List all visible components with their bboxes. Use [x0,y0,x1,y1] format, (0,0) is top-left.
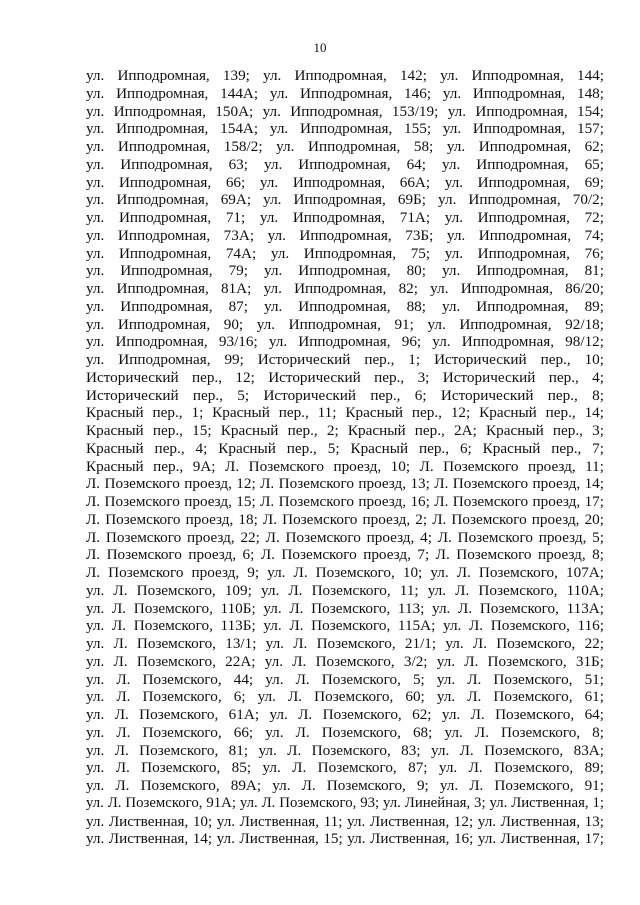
text-line: ул. Л. Поземского, 13/1; ул. Л. Поземского, 21/1; ул. Л. Поземского, 22; [86,635,604,652]
text-line: ул. Ипподромная, 99; Исторический пер., 1; Исторический пер., 10; [86,351,604,368]
text-line: ул. Л. Поземского, 81; ул. Л. Поземского, 83; ул. Л. Поземского, 83А; [86,741,604,759]
text-line: ул. Л. Поземского, 91А; ул. Л. Поземского, 93; ул. Линейная, 3; ул. Лиственная, 1; [86,794,604,811]
text-line: ул. Л. Поземского, 113Б; ул. Л. Поземского, 115А; ул. Л. Поземского, 116; [86,617,604,635]
text-line: ул. Лиственная, 10; ул. Лиственная, 11; ул. Лиственная, 12; ул. Лиственная, 13; [86,812,604,830]
text-line: ул. Л. Поземского, 6; ул. Л. Поземского, 60; ул. Л. Поземского, 61; [86,688,604,706]
text-line: Л. Поземского проезд, 9; ул. Л. Поземского, 10; ул. Л. Поземского, 107А; [86,564,604,581]
text-line: ул. Ипподромная, 73А; ул. Ипподромная, 73Б; ул. Ипподромная, 74; [86,226,604,244]
text-line: ул. Ипподромная, 154А; ул. Ипподромная, 155; ул. Ипподромная, 157; [86,120,604,138]
text-line: Красный пер., 1; Красный пер., 11; Красный пер., 12; Красный пер., 14; [86,404,604,422]
text-line: ул. Л. Поземского, 110Б; ул. Л. Поземского, 113; ул. Л. Поземского, 113А; [86,599,604,617]
text-line: ул. Л. Поземского, 109; ул. Л. Поземского, 11; ул. Л. Поземского, 110А; [86,581,604,599]
text-line: ул. Ипподромная, 63; ул. Ипподромная, 64; ул. Ипподромная, 65; [86,155,604,173]
text-line: ул. Ипподромная, 74А; ул. Ипподромная, 75; ул. Ипподромная, 76; [86,244,604,262]
text-line: ул. Л. Поземского, 66; ул. Л. Поземского, 68; ул. Л. Поземского, 8; [86,723,604,741]
text-line: ул. Л. Поземского, 44; ул. Л. Поземского, 5; ул. Л. Поземского, 51; [86,670,604,688]
text-line: Л. Поземского проезд, 12; Л. Поземского проезд, 13; Л. Поземского проезд, 14; [86,475,604,493]
text-line: Исторический пер., 12; Исторический пер., 3; Исторический пер., 4; [86,368,604,386]
text-line: Красный пер., 15; Красный пер., 2; Красный пер., 2А; Красный пер., 3; [86,422,604,439]
text-line: Л. Поземского проезд, 18; Л. Поземского проезд, 2; Л. Поземского проезд, 20; [86,510,604,528]
text-line: Л. Поземского проезд, 15; Л. Поземского проезд, 16; Л. Поземского проезд, 17; [86,493,604,510]
text-line: ул. Ипподромная, 158/2; ул. Ипподромная, 58; ул. Ипподромная, 62; [86,138,604,155]
text-line: ул. Ипподромная, 71; ул. Ипподромная, 71А; ул. Ипподромная, 72; [86,209,604,226]
text-line: ул. Ипподромная, 144А; ул. Ипподромная, 146; ул. Ипподромная, 148; [86,84,604,102]
text-line: Исторический пер., 5; Исторический пер., 6; Исторический пер., 8; [86,386,604,404]
text-line: ул. Л. Поземского, 61А; ул. Л. Поземского, 62; ул. Л. Поземского, 64; [86,706,604,723]
text-line: ул. Ипподромная, 79; ул. Ипподромная, 80; ул. Ипподромная, 81; [86,262,604,280]
text-line: ул. Л. Поземского, 89А; ул. Л. Поземского, 9; ул. Л. Поземского, 91; [86,777,604,794]
text-line: Красный пер., 9А; Л. Поземского проезд, 10; Л. Поземского проезд, 11; [86,457,604,475]
text-line: ул. Ипподромная, 66; ул. Ипподромная, 66А; ул. Ипподромная, 69; [86,173,604,191]
text-line: Красный пер., 4; Красный пер., 5; Красный пер., 6; Красный пер., 7; [86,439,604,457]
text-line: Л. Поземского проезд, 6; Л. Поземского проезд, 7; Л. Поземского проезд, 8; [86,546,604,564]
address-list [86,67,604,848]
text-line: ул. Ипподромная, 150А; ул. Ипподромная, 153/19; ул. Ипподромная, 154; [86,102,604,120]
text-line: Л. Поземского проезд, 22; Л. Поземского проезд, 4; Л. Поземского проезд, 5; [86,528,604,546]
text-line: ул. Лиственная, 14; ул. Лиственная, 15; ул. Лиственная, 16; ул. Лиственная, 17; [86,830,604,848]
text-line: ул. Ипподромная, 87; ул. Ипподромная, 88; ул. Ипподромная, 89; [86,297,604,315]
text-line: ул. Ипподромная, 81А; ул. Ипподромная, 82; ул. Ипподромная, 86/20; [86,280,604,297]
text-line: ул. Ипподромная, 139; ул. Ипподромная, 142; ул. Ипподромная, 144; [86,67,604,84]
page-number: 10 [313,40,327,55]
text-line: ул. Л. Поземского, 85; ул. Л. Поземского, 87; ул. Л. Поземского, 89; [86,759,604,777]
text-line: ул. Ипподромная, 90; ул. Ипподромная, 91; ул. Ипподромная, 92/18; [86,315,604,333]
text-line: ул. Ипподромная, 93/16; ул. Ипподромная, 96; ул. Ипподромная, 98/12; [86,333,604,351]
text-line: ул. Л. Поземского, 22А; ул. Л. Поземского, 3/2; ул. Л. Поземского, 31Б; [86,652,604,670]
text-line: ул. Ипподромная, 69А; ул. Ипподромная, 69Б; ул. Ипподромная, 70/2; [86,191,604,209]
